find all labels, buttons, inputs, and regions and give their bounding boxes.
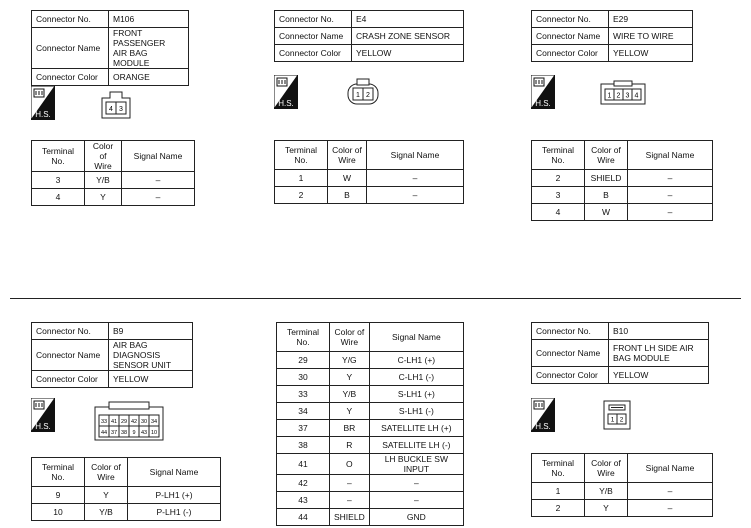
wire-cell: Y — [330, 369, 370, 386]
wire-cell: Y/B — [85, 172, 122, 189]
connector-color-value: YELLOW — [109, 371, 193, 388]
signal-cell: P-LH1 (+) — [128, 487, 221, 504]
wire-cell: SHIELD — [585, 170, 628, 187]
table-row — [277, 454, 464, 475]
color-of-wire-header: Color of Wire — [585, 141, 628, 170]
signal-table-e4 — [274, 140, 464, 204]
color-of-wire-header: Color of Wire — [328, 141, 367, 170]
wire-cell: O — [330, 454, 370, 475]
signal-table-b9 — [31, 457, 221, 521]
wire-cell: SHIELD — [330, 509, 370, 526]
signal-cell: – — [628, 483, 713, 500]
signal-table-b10 — [531, 453, 713, 517]
pin-label: 1 — [610, 416, 615, 424]
pin-label: 41 — [110, 419, 118, 425]
connector-info-m106 — [31, 10, 189, 86]
connector-no-value: E29 — [609, 11, 693, 28]
wire-cell: Y — [85, 487, 128, 504]
pin-label: 1 — [607, 92, 612, 100]
table-row — [277, 352, 464, 369]
wire-cell: Y/B — [330, 386, 370, 403]
harness-side-icon — [531, 75, 555, 109]
signal-cell: S-LH1 (-) — [369, 403, 463, 420]
pin-label: 4 — [634, 92, 639, 100]
table-row — [277, 509, 464, 526]
table-row — [277, 403, 464, 420]
table-row — [32, 487, 221, 504]
table-row — [277, 369, 464, 386]
signal-name-header: Signal Name — [369, 323, 463, 352]
pin-label: 44 — [100, 430, 108, 436]
harness-side-icon — [531, 398, 555, 432]
connector-info-e4 — [274, 10, 464, 62]
wire-cell: Y — [585, 500, 628, 517]
signal-name-header: Signal Name — [628, 454, 713, 483]
terminal-cell: 43 — [277, 492, 330, 509]
connector-color-value: YELLOW — [609, 45, 693, 62]
connector-name-label: Connector Name — [32, 340, 109, 371]
pin-label: 33 — [100, 419, 108, 425]
pin-label: 10 — [150, 430, 158, 436]
hs-label: H.S. — [278, 99, 294, 108]
connector-face-e4 — [346, 78, 380, 113]
signal-cell: – — [628, 170, 713, 187]
wire-cell: Y/G — [330, 352, 370, 369]
connector-color-value: YELLOW — [352, 45, 464, 62]
connector-name-label: Connector Name — [32, 28, 109, 69]
terminal-cell: 33 — [277, 386, 330, 403]
terminal-cell: 30 — [277, 369, 330, 386]
pin-label: 42 — [130, 419, 138, 425]
terminal-no-header: Terminal No. — [277, 323, 330, 352]
wire-cell: – — [330, 475, 370, 492]
connector-color-label: Connector Color — [532, 45, 609, 62]
signal-cell: GND — [369, 509, 463, 526]
connector-no-value: E4 — [352, 11, 464, 28]
signal-cell: – — [369, 492, 463, 509]
harness-side-icon — [31, 86, 55, 120]
connector-no-label: Connector No. — [32, 11, 109, 28]
terminal-cell: 3 — [32, 172, 85, 189]
pin-label: 37 — [110, 430, 118, 436]
terminal-no-header: Terminal No. — [532, 454, 585, 483]
connector-name-value: WIRE TO WIRE — [609, 28, 693, 45]
connector-color-label: Connector Color — [32, 371, 109, 388]
signal-cell: – — [628, 204, 713, 221]
terminal-cell: 44 — [277, 509, 330, 526]
wire-cell: B — [328, 187, 367, 204]
connector-face-b9 — [94, 401, 164, 446]
pin-label: 9 — [132, 430, 136, 436]
terminal-cell: 1 — [275, 170, 328, 187]
pin-label: 3 — [119, 106, 123, 113]
hs-label: H.S. — [35, 110, 51, 119]
connector-no-value: B10 — [609, 323, 709, 340]
connector-no-label: Connector No. — [32, 323, 109, 340]
terminal-cell: 1 — [532, 483, 585, 500]
terminal-cell: 4 — [32, 189, 85, 206]
table-row — [277, 492, 464, 509]
terminal-cell: 29 — [277, 352, 330, 369]
signal-cell: C-LH1 (+) — [369, 352, 463, 369]
signal-cell: SATELLITE LH (+) — [369, 420, 463, 437]
table-row — [277, 437, 464, 454]
signal-cell: – — [369, 475, 463, 492]
wire-cell: W — [328, 170, 367, 187]
terminal-cell: 2 — [275, 187, 328, 204]
pin-label: 34 — [150, 419, 158, 425]
connector-info-b10 — [531, 322, 709, 384]
signal-cell: – — [628, 187, 713, 204]
table-row — [532, 204, 713, 221]
signal-cell: – — [628, 500, 713, 517]
signal-cell: P-LH1 (-) — [128, 504, 221, 521]
pin-label: 4 — [109, 106, 113, 113]
connector-no-label: Connector No. — [532, 323, 609, 340]
table-row — [277, 420, 464, 437]
hs-label: H.S. — [35, 422, 51, 431]
signal-cell: – — [367, 187, 464, 204]
table-row — [275, 187, 464, 204]
pin-label: 30 — [140, 419, 148, 425]
signal-cell: S-LH1 (+) — [369, 386, 463, 403]
terminal-cell: 4 — [532, 204, 585, 221]
pin-label: 3 — [625, 92, 630, 100]
connector-no-label: Connector No. — [532, 11, 609, 28]
signal-name-header: Signal Name — [128, 458, 221, 487]
pin-label: 2 — [619, 416, 624, 424]
terminal-no-header: Terminal No. — [32, 458, 85, 487]
signal-cell: – — [122, 189, 195, 206]
signal-cell: – — [367, 170, 464, 187]
signal-table-m106 — [31, 140, 195, 206]
table-row — [32, 504, 221, 521]
connector-name-value: AIR BAG DIAGNOSIS SENSOR UNIT — [109, 340, 193, 371]
signal-name-header: Signal Name — [367, 141, 464, 170]
wire-cell: Y/B — [85, 504, 128, 521]
harness-side-icon — [31, 398, 55, 432]
connector-name-value: FRONT PASSENGER AIR BAG MODULE — [109, 28, 189, 69]
table-row — [277, 386, 464, 403]
connector-color-label: Connector Color — [275, 45, 352, 62]
pin-label: 1 — [356, 92, 360, 99]
terminal-cell: 37 — [277, 420, 330, 437]
table-row — [532, 170, 713, 187]
pin-label: 29 — [120, 419, 128, 425]
connector-name-value: FRONT LH SIDE AIR BAG MODULE — [609, 340, 709, 367]
hs-label: H.S. — [535, 99, 551, 108]
terminal-cell: 3 — [532, 187, 585, 204]
terminal-cell: 38 — [277, 437, 330, 454]
wire-cell: Y — [330, 403, 370, 420]
signal-cell: C-LH1 (-) — [369, 369, 463, 386]
signal-cell: – — [122, 172, 195, 189]
signal-name-header: Signal Name — [628, 141, 713, 170]
connector-no-label: Connector No. — [275, 11, 352, 28]
connector-face-e29 — [600, 80, 646, 111]
color-of-wire-header: Color of Wire — [330, 323, 370, 352]
connector-name-label: Connector Name — [532, 28, 609, 45]
connector-name-label: Connector Name — [532, 340, 609, 367]
table-row — [532, 187, 713, 204]
connector-face-b10 — [603, 400, 631, 435]
connector-info-b9 — [31, 322, 193, 388]
harness-side-icon — [274, 75, 298, 109]
pin-label: 43 — [140, 430, 148, 436]
connector-color-value: ORANGE — [109, 69, 189, 86]
pin-label: 2 — [366, 92, 370, 99]
wire-cell: BR — [330, 420, 370, 437]
connector-name-label: Connector Name — [275, 28, 352, 45]
connector-color-value: YELLOW — [609, 367, 709, 384]
terminal-cell: 10 — [32, 504, 85, 521]
signal-table-e29 — [531, 140, 713, 221]
wire-cell: Y/B — [585, 483, 628, 500]
connector-name-value: CRASH ZONE SENSOR — [352, 28, 464, 45]
wire-cell: – — [330, 492, 370, 509]
signal-name-header: Signal Name — [122, 141, 195, 172]
wire-cell: Y — [85, 189, 122, 206]
section-divider — [10, 298, 741, 299]
table-row — [32, 189, 195, 206]
connector-info-e29 — [531, 10, 693, 62]
terminal-no-header: Terminal No. — [532, 141, 585, 170]
terminal-no-header: Terminal No. — [32, 141, 85, 172]
pin-label: 38 — [120, 430, 128, 436]
wire-cell: R — [330, 437, 370, 454]
terminal-cell: 9 — [32, 487, 85, 504]
table-row — [532, 500, 713, 517]
color-of-wire-header: Color of Wire — [85, 141, 122, 172]
table-row — [32, 172, 195, 189]
pin-label: 2 — [616, 92, 621, 100]
table-row — [277, 475, 464, 492]
color-of-wire-header: Color of Wire — [585, 454, 628, 483]
table-row — [275, 170, 464, 187]
terminal-cell: 2 — [532, 170, 585, 187]
terminal-cell: 34 — [277, 403, 330, 420]
signal-cell: LH BUCKLE SW INPUT — [369, 454, 463, 475]
table-row — [532, 483, 713, 500]
wire-cell: B — [585, 187, 628, 204]
terminal-cell: 42 — [277, 475, 330, 492]
color-of-wire-header: Color of Wire — [85, 458, 128, 487]
signal-table-b9-continued — [276, 322, 464, 526]
hs-label: H.S. — [535, 422, 551, 431]
terminal-no-header: Terminal No. — [275, 141, 328, 170]
signal-cell: SATELLITE LH (-) — [369, 437, 463, 454]
connector-no-value: M106 — [109, 11, 189, 28]
wire-cell: W — [585, 204, 628, 221]
connector-no-value: B9 — [109, 323, 193, 340]
connector-color-label: Connector Color — [32, 69, 109, 86]
terminal-cell: 41 — [277, 454, 330, 475]
connector-color-label: Connector Color — [532, 367, 609, 384]
terminal-cell: 2 — [532, 500, 585, 517]
connector-face-m106 — [100, 90, 132, 125]
